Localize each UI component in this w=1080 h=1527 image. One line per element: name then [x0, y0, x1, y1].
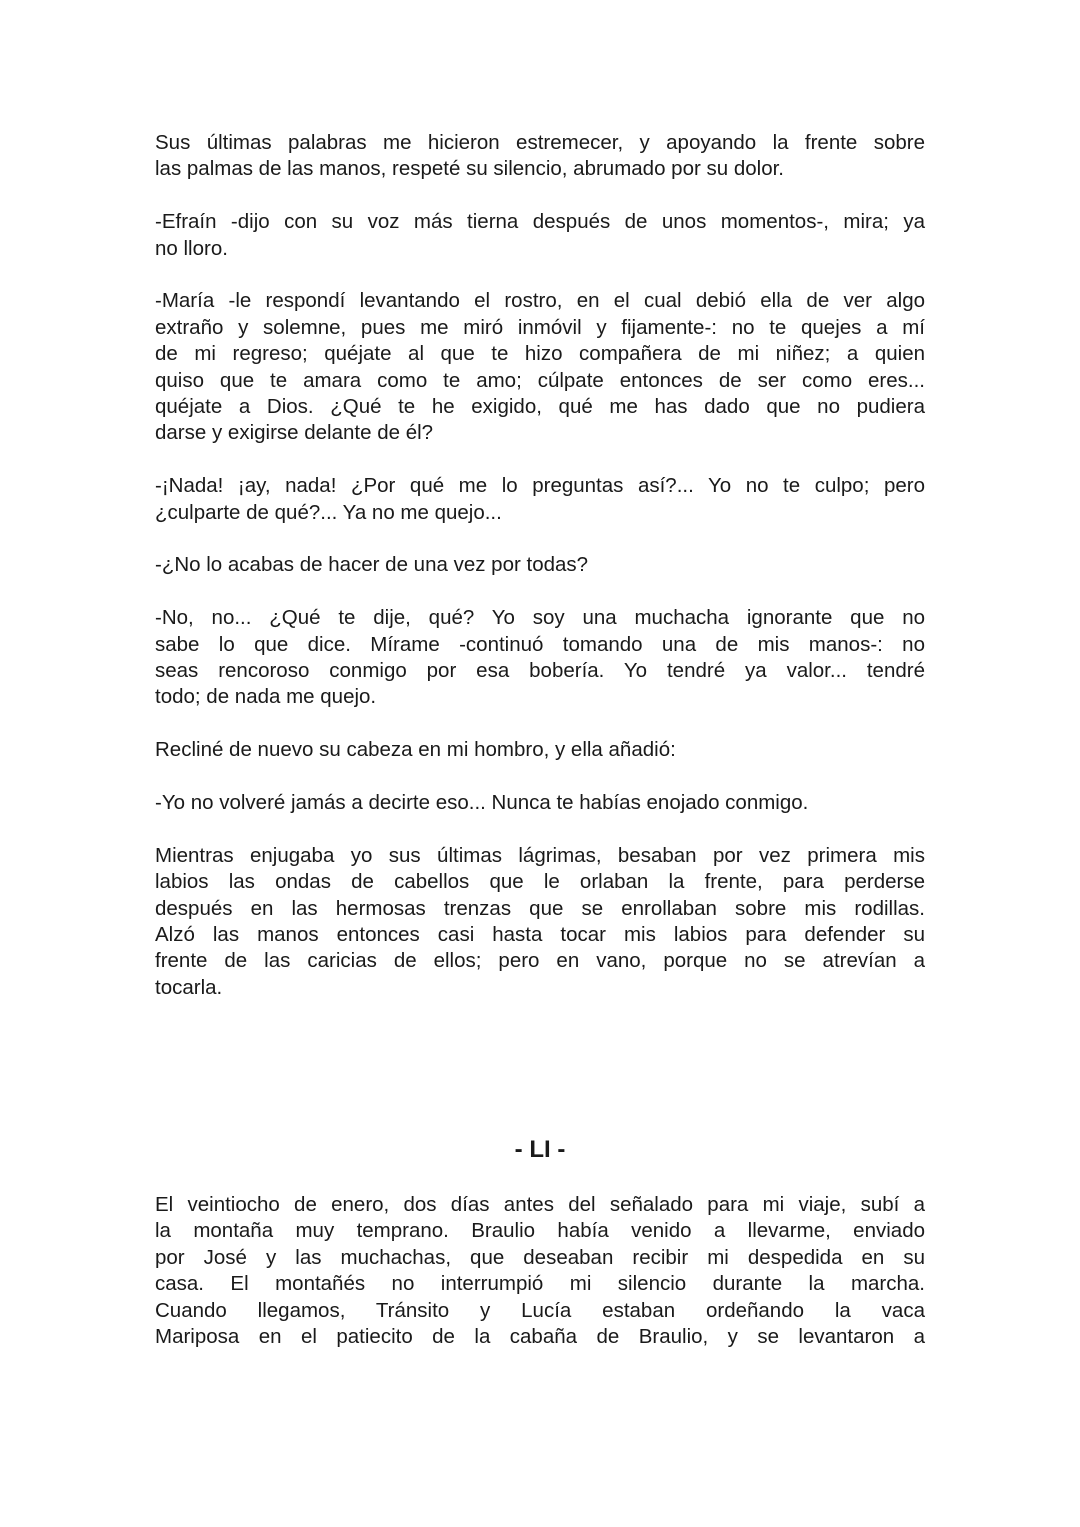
text-line: la montaña muy temprano. Braulio había venido a llevarme, enviado: [155, 1219, 925, 1243]
text-line: Sus últimas palabras me hicieron estremecer, y apoyando la frente sobre: [155, 131, 925, 154]
text-line: Mientras enjugaba yo sus últimas lágrimas, besaban por vez primera mis: [155, 843, 925, 867]
text-line: Cuando llegamos, Tránsito y Lucía estaban ordeñando la vaca: [155, 1298, 925, 1322]
chapter-li-text: [155, 1192, 925, 1377]
paragraph: [155, 790, 925, 816]
text-line: -¡Nada! ¡ay, nada! ¿Por qué me lo preguntas así?... Yo no te culpo; pero: [155, 474, 925, 498]
paragraph: [155, 552, 925, 578]
text-line: por José y las muchachas, que deseaban recibir mi despedida en su: [155, 1245, 925, 1269]
paragraph: [155, 288, 925, 446]
text-line: frente de las caricias de ellos; pero en vano, porque no se atrevían a: [155, 949, 925, 973]
paragraph: [155, 737, 925, 763]
paragraph: [155, 209, 925, 262]
chapter-l-text: [155, 130, 925, 1028]
paragraph: [155, 1192, 925, 1350]
text-line: quéjate a Dios. ¿Qué te he exigido, qué me has dado que no pudiera: [155, 395, 925, 419]
text-line: sabe lo que dice. Mírame -continuó tomando una de mis manos-: no: [155, 632, 925, 656]
chapter-heading: - LI -: [514, 1136, 566, 1163]
text-line: Alzó las manos entonces casi hasta tocar mis labios para defender su: [155, 923, 925, 947]
text-line: labios las ondas de cabellos que le orlaban la frente, para perderse: [155, 870, 925, 894]
text-line: seas rencoroso conmigo por esa bobería. Yo tendré ya valor... tendré: [155, 659, 925, 683]
paragraph: [155, 130, 925, 183]
text-line: -Yo no volveré jamás a decirte eso... Nunca te habías enojado conmigo.: [155, 791, 809, 815]
text-line: Mariposa en el patiecito de la cabaña de Braulio, y se levantaron a: [155, 1325, 925, 1349]
text-line: El veintiocho de enero, dos días antes del señalado para mi viaje, subí a: [155, 1193, 925, 1216]
text-line: -¿No lo acabas de hacer de una vez por todas?: [155, 553, 589, 577]
text-line: después en las hermosas trenzas que se enrollaban sobre mis rodillas.: [155, 896, 925, 920]
text-line: ¿culparte de qué?... Ya no me quejo...: [155, 500, 502, 524]
text-line: Recliné de nuevo su cabeza en mi hombro, y ella añadió:: [155, 738, 676, 762]
text-line: extraño y solemne, pues me miró inmóvil y fijamente-: no te quejes a mí: [155, 315, 925, 339]
text-line: todo; de nada me quejo.: [155, 685, 377, 709]
text-line: -María -le respondí levantando el rostro, en el cual debió ella de ver algo: [155, 289, 925, 313]
paragraph: [155, 605, 925, 711]
text-line: tocarla.: [155, 975, 223, 999]
text-line: -No, no... ¿Qué te dije, qué? Yo soy una muchacha ignorante que no: [155, 606, 925, 630]
text-line: quiso que te amara como te amo; cúlpate entonces de ser como eres...: [155, 368, 925, 392]
text-line: las palmas de las manos, respeté su silencio, abrumado por su dolor.: [155, 157, 785, 181]
paragraph: [155, 843, 925, 1001]
text-line: casa. El montañés no interrumpió mi silencio durante la marcha.: [155, 1272, 925, 1296]
text-line: darse y exigirse delante de él?: [155, 421, 434, 445]
text-line: -Efraín -dijo con su voz más tierna después de unos momentos-, mira; ya: [155, 210, 925, 234]
text-line: no lloro.: [155, 236, 228, 260]
paragraph: [155, 473, 925, 526]
text-line: de mi regreso; quéjate al que te hizo compañera de mi niñez; a quien: [155, 342, 925, 366]
